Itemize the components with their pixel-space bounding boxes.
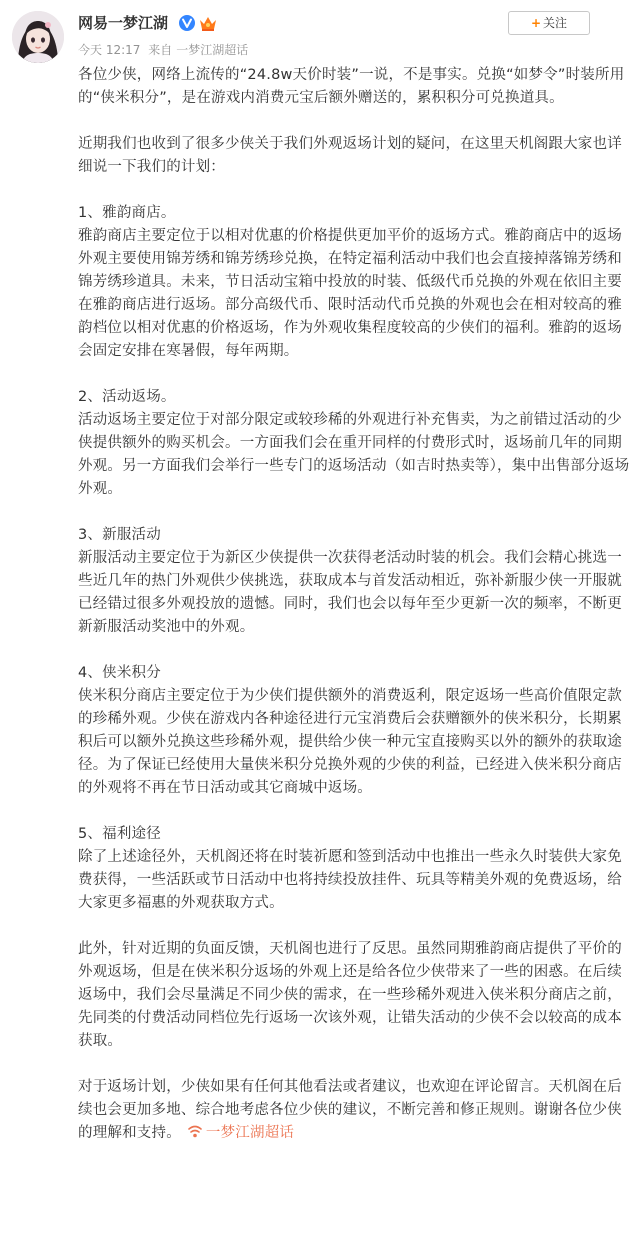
post-content [78,64,634,1145]
avatar-portrait [12,11,64,63]
post-timestamp[interactable]: 今天 12:17 [78,43,141,57]
paragraph-closing [78,1076,634,1145]
post-meta [78,42,252,58]
paragraph-section-4: 4、侠米积分 侠米积分商店主要定位于为少侠们提供额外的消费返利，限定返场一些高价值限定款的珍稀外观。少侠在游戏内各种途径进行元宝消费后会获赠额外的侠米积分，长期累积后可以额外兑换这些珍稀外观，提供给少侠一种元宝直接购买以外的额外的获取途径。为了保证已经使用大量侠米积分兑换外观的少侠的利益，已经进入侠米积分商店的外观将不再在节日活动或其它商城中返场。 [78,665,622,796]
author-name[interactable]: 网易一梦江湖 [78,14,169,32]
super-topic-icon [187,1125,203,1139]
paragraph-reflection: 此外，针对近期的负面反馈，天机阁也进行了反思。虽然同期雅韵商店提供了平价的外观返场，但是在侠米积分返场的外观上还是给各位少侠带来了一些的困惑。在后续返场中，我们会尽量满足不同少侠的需求，在一些珍稀外观进入侠米积分商店之前，先同类的付费活动同档位先行返场一次该外观，让错失活动的少侠不会以较高的成本获取。 [78,941,622,1049]
topic-link[interactable] [181,1125,294,1141]
paragraph-section-3: 3、新服活动 新服活动主要定位于为新区少侠提供一次获得老活动时装的机会。我们会精心挑选一些近几年的热门外观供少侠挑选，获取成本与首发活动相近，弥补新服少侠一开服就已经错过很多外观投放的遗憾。同时，我们也会以每年至少更新一次的频率，不断更新新服活动奖池中的外观。 [78,527,622,635]
post-header [0,0,640,62]
follow-plus-icon: + [530,16,542,30]
paragraph-section-1: 1、雅韵商店。 雅韵商店主要定位于以相对优惠的价格提供更加平价的返场方式。雅韵商店中的返场外观主要使用锦芳绣和锦芳绣珍兑换，在特定福利活动中我们也会直接掉落锦芳绣和锦芳绣珍道具。未来，节日活动宝箱中投放的时装、低级代币兑换的外观在依旧主要在雅韵商店进行返场。部分高级代币、限时活动代币兑换的外观也会在相对较高的雅韵档位以相对优惠的价格返场，作为外观收集程度较高的少侠们的福利。雅韵的返场会固定安排在寒暑假，每年两期。 [78,205,622,359]
vip-crown-icon[interactable] [198,14,218,32]
closing-text: 对于返场计划，少侠如果有任何其他看法或者建议，也欢迎在评论留言。天机阁在后续也会更加多地、综合地考虑各位少侠的建议，不断完善和修正规则。谢谢各位少侠的理解和支持。 [78,1079,622,1141]
follow-label: 关注 [543,16,568,30]
topic-link-label: 一梦江湖超话 [205,1125,295,1141]
paragraph-section-2: 2、活动返场。 活动返场主要定位于对部分限定或较珍稀的外观进行补充售卖，为之前错过活动的少侠提供额外的购买机会。一方面我们会在重开同样的付费形式时，返场前几年的同期外观。另一方面我们会举行一些专门的返场活动（如吉时热卖等），集中出售部分返场外观。 [78,389,630,497]
source-name[interactable]: 一梦江湖超话 [176,43,249,57]
paragraph-section-5: 5、福利途径 除了上述途径外，天机阁还将在时装祈愿和签到活动中也推出一些永久时装供大家免费获得，一些活跃或节日活动中也将持续投放挂件、玩具等精美外观的免费返场，给大家更多福惠的外观获取方式。 [78,826,622,911]
avatar[interactable] [12,11,64,63]
follow-button[interactable] [508,11,590,35]
verified-v-icon [178,14,196,32]
paragraph-plan-intro: 近期我们也收到了很多少侠关于我们外观返场计划的疑问，在这里天机阁跟大家也详细说一下我们的计划： [78,136,622,175]
source-prefix: 来自 [148,43,173,57]
paragraph-intro: 各位少侠，网络上流传的“24.8w天价时装”一说，不是事实。兑换“如梦令”时装所用的“侠米积分”，是在游戏内消费元宝后额外赠送的，累积积分可兑换道具。 [78,67,625,106]
